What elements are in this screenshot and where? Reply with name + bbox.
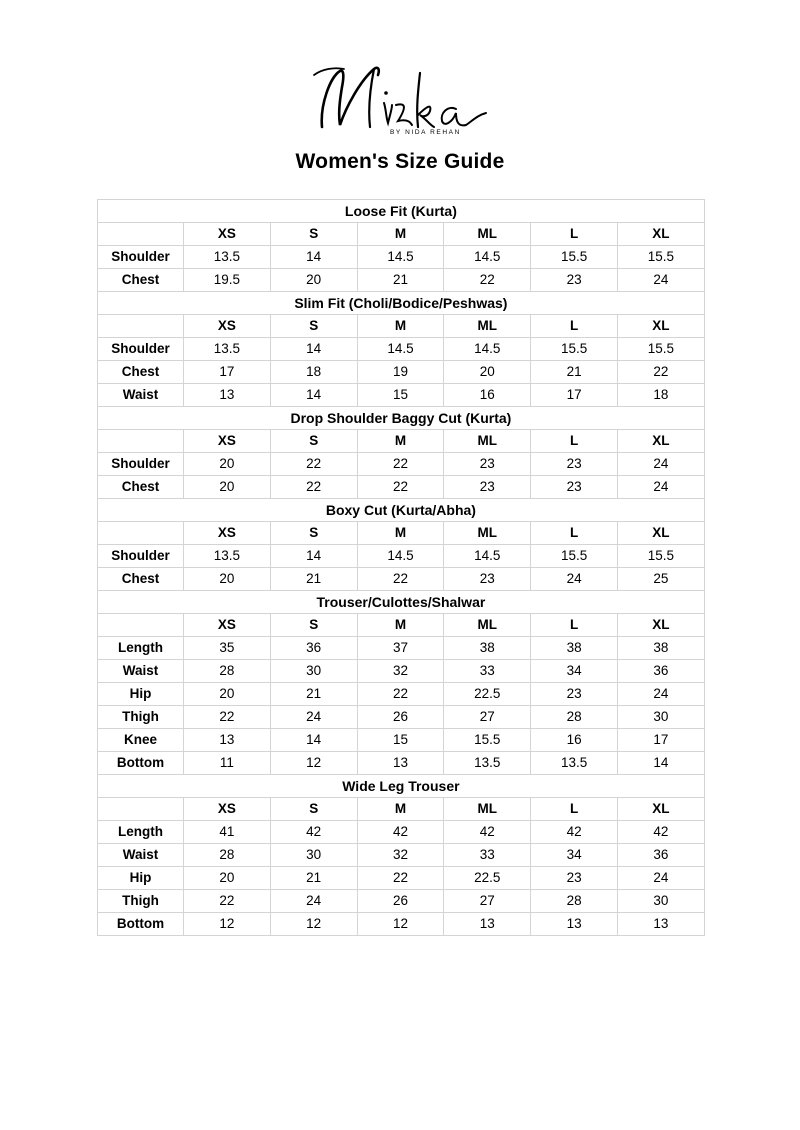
size-header-cell: XS <box>184 430 271 453</box>
size-header-cell: M <box>357 223 444 246</box>
header-corner-cell <box>98 614 184 637</box>
measurement-label: Waist <box>98 844 184 867</box>
measurement-value: 13 <box>184 729 271 752</box>
measurement-value: 14 <box>270 545 357 568</box>
size-header-cell: XS <box>184 522 271 545</box>
size-header-row <box>98 430 705 453</box>
measurement-value: 22 <box>444 269 531 292</box>
section-title: Slim Fit (Choli/Bodice/Peshwas) <box>98 292 705 315</box>
measurement-label: Hip <box>98 683 184 706</box>
measurement-value: 16 <box>444 384 531 407</box>
measurement-label: Shoulder <box>98 545 184 568</box>
size-header-cell: ML <box>444 614 531 637</box>
section-title: Loose Fit (Kurta) <box>98 200 705 223</box>
measurement-value: 22 <box>357 568 444 591</box>
measurement-value: 36 <box>617 660 704 683</box>
table-row <box>98 476 705 499</box>
measurement-label: Thigh <box>98 890 184 913</box>
table-row <box>98 683 705 706</box>
size-header-cell: XL <box>617 315 704 338</box>
measurement-value: 42 <box>531 821 618 844</box>
table-row <box>98 246 705 269</box>
size-header-cell: L <box>531 614 618 637</box>
measurement-value: 38 <box>617 637 704 660</box>
size-header-cell: XS <box>184 614 271 637</box>
table-row <box>98 867 705 890</box>
size-header-cell: M <box>357 522 444 545</box>
table-row <box>98 637 705 660</box>
size-header-cell: XS <box>184 798 271 821</box>
measurement-value: 36 <box>617 844 704 867</box>
measurement-value: 38 <box>531 637 618 660</box>
table-row <box>98 752 705 775</box>
size-header-cell: L <box>531 798 618 821</box>
measurement-value: 20 <box>184 453 271 476</box>
size-header-cell: S <box>270 522 357 545</box>
measurement-value: 14 <box>270 729 357 752</box>
table-row <box>98 821 705 844</box>
measurement-value: 15.5 <box>531 246 618 269</box>
measurement-value: 13 <box>357 752 444 775</box>
measurement-value: 22.5 <box>444 683 531 706</box>
measurement-value: 24 <box>617 453 704 476</box>
size-header-cell: XL <box>617 522 704 545</box>
measurement-value: 38 <box>444 637 531 660</box>
measurement-value: 23 <box>531 867 618 890</box>
table-row <box>98 729 705 752</box>
size-header-cell: XS <box>184 315 271 338</box>
measurement-value: 14 <box>617 752 704 775</box>
measurement-value: 13 <box>531 913 618 936</box>
measurement-value: 12 <box>357 913 444 936</box>
measurement-value: 24 <box>617 476 704 499</box>
measurement-value: 14.5 <box>444 338 531 361</box>
section-title-row <box>98 499 705 522</box>
measurement-label: Bottom <box>98 913 184 936</box>
measurement-value: 14.5 <box>444 545 531 568</box>
measurement-value: 14 <box>270 384 357 407</box>
measurement-value: 37 <box>357 637 444 660</box>
measurement-value: 13 <box>617 913 704 936</box>
size-header-cell: S <box>270 798 357 821</box>
size-header-cell: L <box>531 315 618 338</box>
size-header-row <box>98 614 705 637</box>
measurement-value: 21 <box>357 269 444 292</box>
size-header-cell: L <box>531 430 618 453</box>
measurement-value: 12 <box>184 913 271 936</box>
measurement-value: 19.5 <box>184 269 271 292</box>
section-title-row <box>98 200 705 223</box>
measurement-value: 20 <box>184 568 271 591</box>
measurement-value: 20 <box>270 269 357 292</box>
measurement-label: Shoulder <box>98 246 184 269</box>
measurement-value: 26 <box>357 890 444 913</box>
measurement-value: 23 <box>531 683 618 706</box>
measurement-value: 13.5 <box>531 752 618 775</box>
size-header-cell: XS <box>184 223 271 246</box>
measurement-value: 15 <box>357 729 444 752</box>
measurement-value: 27 <box>444 890 531 913</box>
table-row <box>98 453 705 476</box>
size-header-cell: XL <box>617 798 704 821</box>
measurement-value: 22 <box>357 476 444 499</box>
measurement-label: Hip <box>98 867 184 890</box>
size-header-row <box>98 522 705 545</box>
measurement-value: 15.5 <box>617 246 704 269</box>
measurement-value: 35 <box>184 637 271 660</box>
measurement-value: 30 <box>270 660 357 683</box>
section-title-row <box>98 292 705 315</box>
size-header-cell: ML <box>444 522 531 545</box>
measurement-value: 15.5 <box>444 729 531 752</box>
section-title-row <box>98 591 705 614</box>
page-title: Women's Size Guide <box>295 150 505 173</box>
measurement-value: 20 <box>184 683 271 706</box>
measurement-value: 24 <box>531 568 618 591</box>
measurement-label: Bottom <box>98 752 184 775</box>
table-row <box>98 545 705 568</box>
section-title: Boxy Cut (Kurta/Abha) <box>98 499 705 522</box>
measurement-label: Chest <box>98 476 184 499</box>
measurement-value: 28 <box>184 844 271 867</box>
measurement-value: 22 <box>270 476 357 499</box>
section-title: Trouser/Culottes/Shalwar <box>98 591 705 614</box>
measurement-value: 22 <box>270 453 357 476</box>
measurement-value: 14.5 <box>357 246 444 269</box>
measurement-value: 13.5 <box>184 545 271 568</box>
measurement-value: 13.5 <box>184 338 271 361</box>
measurement-label: Chest <box>98 269 184 292</box>
measurement-value: 30 <box>270 844 357 867</box>
measurement-value: 21 <box>270 568 357 591</box>
header-corner-cell <box>98 798 184 821</box>
table-row <box>98 890 705 913</box>
measurement-value: 12 <box>270 752 357 775</box>
measurement-value: 15.5 <box>531 545 618 568</box>
table-row <box>98 338 705 361</box>
measurement-value: 24 <box>270 890 357 913</box>
measurement-label: Length <box>98 821 184 844</box>
size-header-cell: M <box>357 798 444 821</box>
measurement-value: 11 <box>184 752 271 775</box>
measurement-value: 18 <box>617 384 704 407</box>
brand-tagline: BY NIDA REHAN <box>390 129 461 136</box>
measurement-value: 22 <box>357 683 444 706</box>
measurement-value: 36 <box>270 637 357 660</box>
measurement-value: 34 <box>531 660 618 683</box>
header-corner-cell <box>98 522 184 545</box>
measurement-label: Knee <box>98 729 184 752</box>
measurement-value: 13.5 <box>444 752 531 775</box>
table-row <box>98 706 705 729</box>
measurement-label: Waist <box>98 384 184 407</box>
measurement-value: 23 <box>531 476 618 499</box>
measurement-value: 33 <box>444 660 531 683</box>
measurement-label: Length <box>98 637 184 660</box>
measurement-value: 32 <box>357 660 444 683</box>
table-row <box>98 913 705 936</box>
measurement-value: 22 <box>184 706 271 729</box>
table-row <box>98 384 705 407</box>
size-header-cell: M <box>357 614 444 637</box>
size-header-cell: L <box>531 522 618 545</box>
measurement-value: 19 <box>357 361 444 384</box>
size-header-row <box>98 798 705 821</box>
measurement-value: 16 <box>531 729 618 752</box>
measurement-value: 15.5 <box>617 338 704 361</box>
measurement-value: 13 <box>444 913 531 936</box>
measurement-value: 15 <box>357 384 444 407</box>
measurement-value: 22 <box>617 361 704 384</box>
size-header-cell: ML <box>444 430 531 453</box>
size-header-cell: M <box>357 315 444 338</box>
measurement-value: 14.5 <box>357 545 444 568</box>
measurement-value: 18 <box>270 361 357 384</box>
table-row <box>98 361 705 384</box>
measurement-value: 42 <box>617 821 704 844</box>
size-header-cell: S <box>270 223 357 246</box>
table-row <box>98 660 705 683</box>
measurement-value: 21 <box>270 683 357 706</box>
size-header-cell: XL <box>617 223 704 246</box>
measurement-value: 28 <box>531 890 618 913</box>
section-title-row <box>98 775 705 798</box>
measurement-value: 14.5 <box>444 246 531 269</box>
table-row <box>98 568 705 591</box>
measurement-value: 12 <box>270 913 357 936</box>
measurement-value: 20 <box>184 476 271 499</box>
brand-logo <box>300 55 500 145</box>
measurement-value: 28 <box>184 660 271 683</box>
size-guide-table <box>97 199 705 936</box>
size-header-cell: ML <box>444 223 531 246</box>
measurement-value: 22 <box>357 867 444 890</box>
measurement-value: 23 <box>444 453 531 476</box>
measurement-value: 22.5 <box>444 867 531 890</box>
header-corner-cell <box>98 430 184 453</box>
size-header-cell: ML <box>444 315 531 338</box>
measurement-value: 14 <box>270 246 357 269</box>
measurement-value: 25 <box>617 568 704 591</box>
measurement-value: 21 <box>270 867 357 890</box>
size-header-cell: XL <box>617 614 704 637</box>
measurement-value: 17 <box>617 729 704 752</box>
measurement-value: 30 <box>617 890 704 913</box>
measurement-value: 32 <box>357 844 444 867</box>
measurement-value: 21 <box>531 361 618 384</box>
measurement-label: Waist <box>98 660 184 683</box>
header-corner-cell <box>98 315 184 338</box>
measurement-value: 24 <box>617 269 704 292</box>
measurement-value: 42 <box>444 821 531 844</box>
measurement-value: 17 <box>184 361 271 384</box>
measurement-value: 23 <box>444 476 531 499</box>
table-row <box>98 844 705 867</box>
measurement-label: Chest <box>98 361 184 384</box>
measurement-label: Shoulder <box>98 453 184 476</box>
measurement-value: 24 <box>270 706 357 729</box>
size-header-cell: S <box>270 614 357 637</box>
measurement-value: 41 <box>184 821 271 844</box>
measurement-label: Shoulder <box>98 338 184 361</box>
measurement-value: 23 <box>531 269 618 292</box>
measurement-label: Chest <box>98 568 184 591</box>
table-row <box>98 269 705 292</box>
measurement-value: 23 <box>444 568 531 591</box>
size-header-row <box>98 223 705 246</box>
measurement-value: 15.5 <box>617 545 704 568</box>
measurement-value: 27 <box>444 706 531 729</box>
section-title: Wide Leg Trouser <box>98 775 705 798</box>
section-title-row <box>98 407 705 430</box>
measurement-value: 28 <box>531 706 618 729</box>
measurement-value: 14 <box>270 338 357 361</box>
measurement-value: 42 <box>270 821 357 844</box>
measurement-value: 30 <box>617 706 704 729</box>
section-title: Drop Shoulder Baggy Cut (Kurta) <box>98 407 705 430</box>
measurement-value: 34 <box>531 844 618 867</box>
measurement-value: 20 <box>184 867 271 890</box>
size-header-cell: XL <box>617 430 704 453</box>
measurement-value: 20 <box>444 361 531 384</box>
measurement-value: 22 <box>357 453 444 476</box>
measurement-value: 14.5 <box>357 338 444 361</box>
measurement-value: 33 <box>444 844 531 867</box>
size-header-cell: S <box>270 430 357 453</box>
measurement-value: 23 <box>531 453 618 476</box>
measurement-value: 24 <box>617 867 704 890</box>
size-header-cell: S <box>270 315 357 338</box>
size-header-cell: L <box>531 223 618 246</box>
measurement-value: 13 <box>184 384 271 407</box>
measurement-value: 17 <box>531 384 618 407</box>
measurement-value: 22 <box>184 890 271 913</box>
size-header-row <box>98 315 705 338</box>
measurement-value: 24 <box>617 683 704 706</box>
measurement-value: 42 <box>357 821 444 844</box>
size-header-cell: M <box>357 430 444 453</box>
measurement-label: Thigh <box>98 706 184 729</box>
header-corner-cell <box>98 223 184 246</box>
measurement-value: 15.5 <box>531 338 618 361</box>
size-header-cell: ML <box>444 798 531 821</box>
measurement-value: 13.5 <box>184 246 271 269</box>
measurement-value: 26 <box>357 706 444 729</box>
